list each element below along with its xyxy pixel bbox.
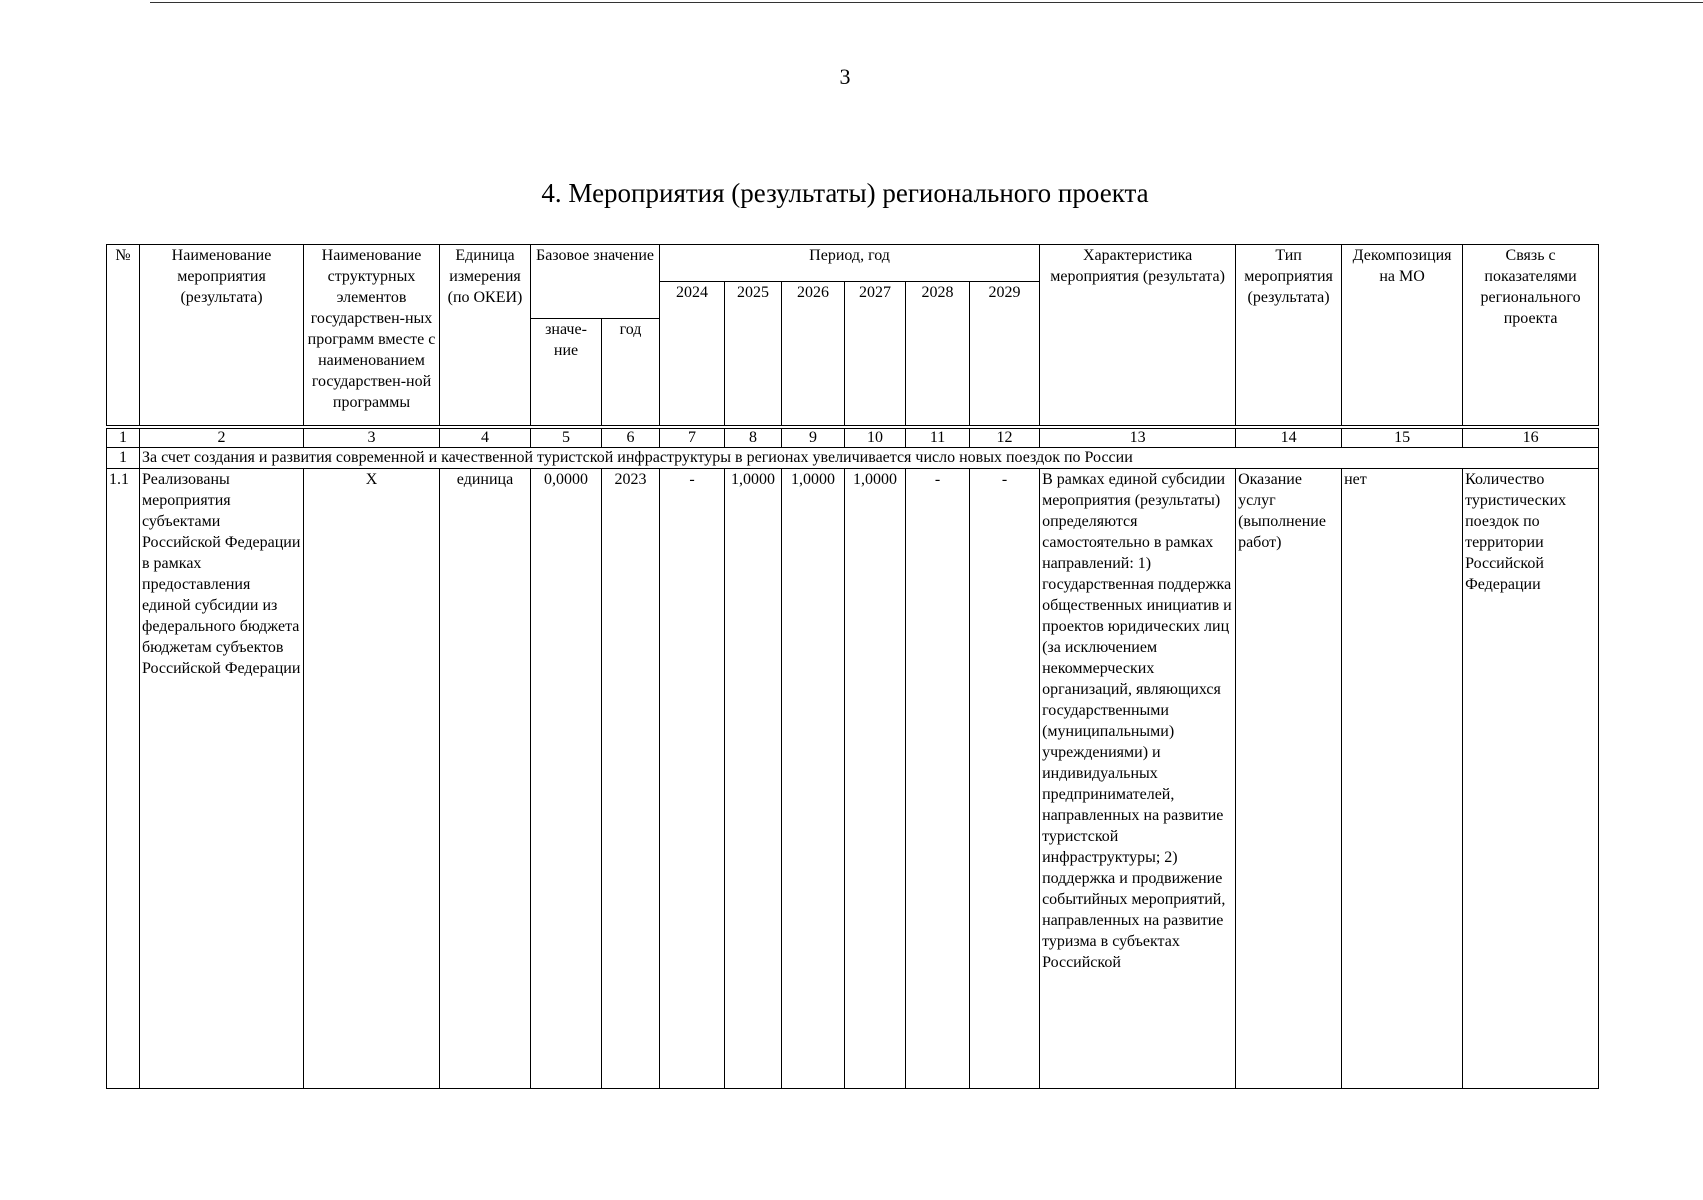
- column-number: 5: [531, 429, 602, 448]
- row-link: Количество туристических поездок по территории Российской Федерации: [1463, 469, 1599, 1089]
- header-year-2028: 2028: [906, 282, 970, 426]
- column-number: 4: [440, 429, 531, 448]
- row-base-value: 0,0000: [531, 469, 602, 1089]
- section-title: 4. Мероприятия (результаты) регионального проекта: [541, 178, 1149, 208]
- column-number: 9: [782, 429, 845, 448]
- header-link: Связь с показателями регионального проекта: [1463, 245, 1599, 426]
- row-characteristic: В рамках единой субсидии мероприятия (результаты) определяются самостоятельно в рамках направлений: 1) государственная поддержка общественных инициатив и проектов юридических лиц (за исключением некоммерческих организаций, являющихся государственными (муниципальными) учреждениями) и индивидуальных предпринимателей, направленных на развитие туристской инфраструктуры; 2) поддержка и продвижение событийных мероприятий, направленных на развитие туризма в субъектах Российской: [1040, 469, 1236, 1089]
- column-number: 12: [970, 429, 1040, 448]
- activities-table: [106, 244, 1599, 1089]
- header-type: Тип мероприятия (результата): [1236, 245, 1342, 426]
- header-no: №: [107, 245, 140, 426]
- row-value-2024: -: [660, 469, 725, 1089]
- column-number: 14: [1236, 429, 1342, 448]
- row-value-2029: -: [970, 469, 1040, 1089]
- header-characteristic: Характеристика мероприятия (результата): [1040, 245, 1236, 426]
- header-base-value-year: год: [602, 319, 660, 426]
- row-value-2027: 1,0000: [845, 469, 906, 1089]
- header-period: Период, год: [660, 245, 1040, 282]
- header-year-2026: 2026: [782, 282, 845, 426]
- column-number: 1: [107, 429, 140, 448]
- header-name: Наименование мероприятия (результата): [140, 245, 304, 426]
- column-number: 15: [1342, 429, 1463, 448]
- column-number: 16: [1463, 429, 1599, 448]
- row-base-year: 2023: [602, 469, 660, 1089]
- column-number: 6: [602, 429, 660, 448]
- column-number: 8: [725, 429, 782, 448]
- row-unit: единица: [440, 469, 531, 1089]
- column-number: 11: [906, 429, 970, 448]
- table-row: [107, 469, 1599, 1089]
- row-value-2026: 1,0000: [782, 469, 845, 1089]
- column-number: 13: [1040, 429, 1236, 448]
- row-no: 1.1: [107, 469, 140, 1089]
- header-unit: Единица измерения (по ОКЕИ): [440, 245, 531, 426]
- goal-row: [107, 448, 1599, 469]
- header-base-value-value: значе-ние: [531, 319, 602, 426]
- header-structural-elements: Наименование структурных элементов государствен-ных программ вместе с наименованием государствен-ной программы: [304, 245, 440, 426]
- header-year-2027: 2027: [845, 282, 906, 426]
- activities-table-wrapper: [106, 244, 1598, 1089]
- row-type: Оказание услуг (выполнение работ): [1236, 469, 1342, 1089]
- goal-text: За счет создания и развития современной и качественной туристской инфраструктуры в регионах увеличивается число новых поездок по России: [140, 448, 1599, 469]
- header-decomposition: Декомпозиция на МО: [1342, 245, 1463, 426]
- column-number: 3: [304, 429, 440, 448]
- header-base-value: Базовое значение: [531, 245, 660, 319]
- row-structural: X: [304, 469, 440, 1089]
- column-number: 7: [660, 429, 725, 448]
- goal-no: 1: [107, 448, 140, 469]
- header-year-2024: 2024: [660, 282, 725, 426]
- header-year-2029: 2029: [970, 282, 1040, 426]
- row-decomposition: нет: [1342, 469, 1463, 1089]
- column-number-row: [107, 429, 1599, 448]
- row-name: Реализованы мероприятия субъектами Российской Федерации в рамках предоставления единой субсидии из федерального бюджета бюджетам субъектов Российской Федерации: [140, 469, 304, 1089]
- header-year-2025: 2025: [725, 282, 782, 426]
- top-border-line: [150, 2, 1703, 3]
- column-number: 2: [140, 429, 304, 448]
- page-number: 3: [839, 64, 851, 89]
- row-value-2028: -: [906, 469, 970, 1089]
- column-number: 10: [845, 429, 906, 448]
- row-value-2025: 1,0000: [725, 469, 782, 1089]
